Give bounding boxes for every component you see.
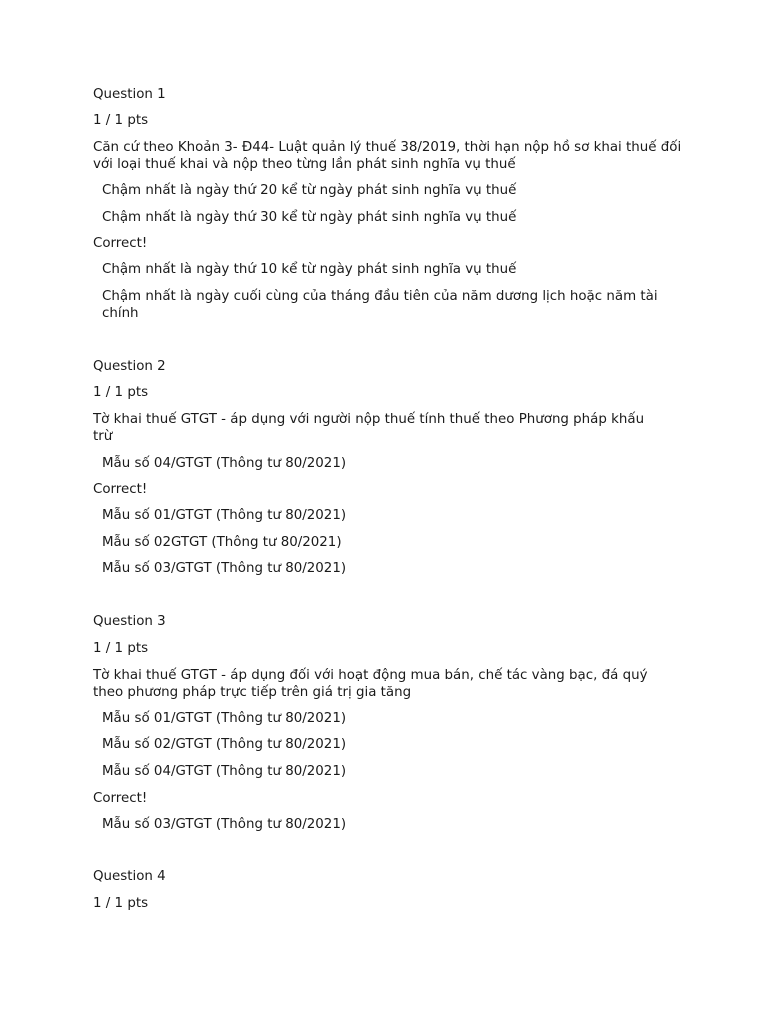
question-title: Question 3 [93, 614, 166, 629]
answer-option: Mẫu số 01/GTGT (Thông tư 80/2021) [102, 508, 347, 523]
question-title: Question 1 [93, 87, 166, 102]
correct-marker: Correct! [93, 482, 148, 497]
question-title: Question 4 [93, 869, 166, 884]
answer-option: Chậm nhất là ngày thứ 20 kể từ ngày phát sinh nghĩa vụ thuế [102, 183, 517, 198]
answer-option: Mẫu số 04/GTGT (Thông tư 80/2021) [102, 764, 347, 779]
question-points: 1 / 1 pts [93, 896, 149, 911]
question-prompt: Căn cứ theo Khoản 3- Đ44- Luật quản lý thuế 38/2019, thời hạn nộp hồ sơ khai thuế đối với loại thuế khai và nộp theo từng lần phát sinh nghĩa vụ thuế [93, 140, 682, 172]
question-prompt: Tờ khai thuế GTGT - áp dụng đối với hoạt động mua bán, chế tác vàng bạc, đá quý theo phương pháp trực tiếp trên giá trị gia tăng [93, 668, 648, 700]
answer-option: Mẫu số 02GTGT (Thông tư 80/2021) [102, 535, 342, 550]
answer-option: Mẫu số 03/GTGT (Thông tư 80/2021) [102, 817, 347, 832]
answer-option: Mẫu số 04/GTGT (Thông tư 80/2021) [102, 456, 347, 471]
correct-marker: Correct! [93, 791, 148, 806]
question-points: 1 / 1 pts [93, 113, 149, 128]
answer-option: Mẫu số 01/GTGT (Thông tư 80/2021) [102, 711, 347, 726]
answer-option: Chậm nhất là ngày thứ 10 kể từ ngày phát sinh nghĩa vụ thuế [102, 262, 517, 277]
question-prompt: Tờ khai thuế GTGT - áp dụng với người nộp thuế tính thuế theo Phương pháp khấu trừ [93, 412, 645, 444]
answer-option: Mẫu số 03/GTGT (Thông tư 80/2021) [102, 561, 347, 576]
question-points: 1 / 1 pts [93, 641, 149, 656]
answer-option: Chậm nhất là ngày cuối cùng của tháng đầu tiên của năm dương lịch hoặc năm tài chính [102, 289, 658, 321]
answer-option: Mẫu số 02/GTGT (Thông tư 80/2021) [102, 737, 347, 752]
question-title: Question 2 [93, 359, 166, 374]
question-points: 1 / 1 pts [93, 385, 149, 400]
answer-option: Chậm nhất là ngày thứ 30 kể từ ngày phát sinh nghĩa vụ thuế [102, 210, 517, 225]
correct-marker: Correct! [93, 236, 148, 251]
